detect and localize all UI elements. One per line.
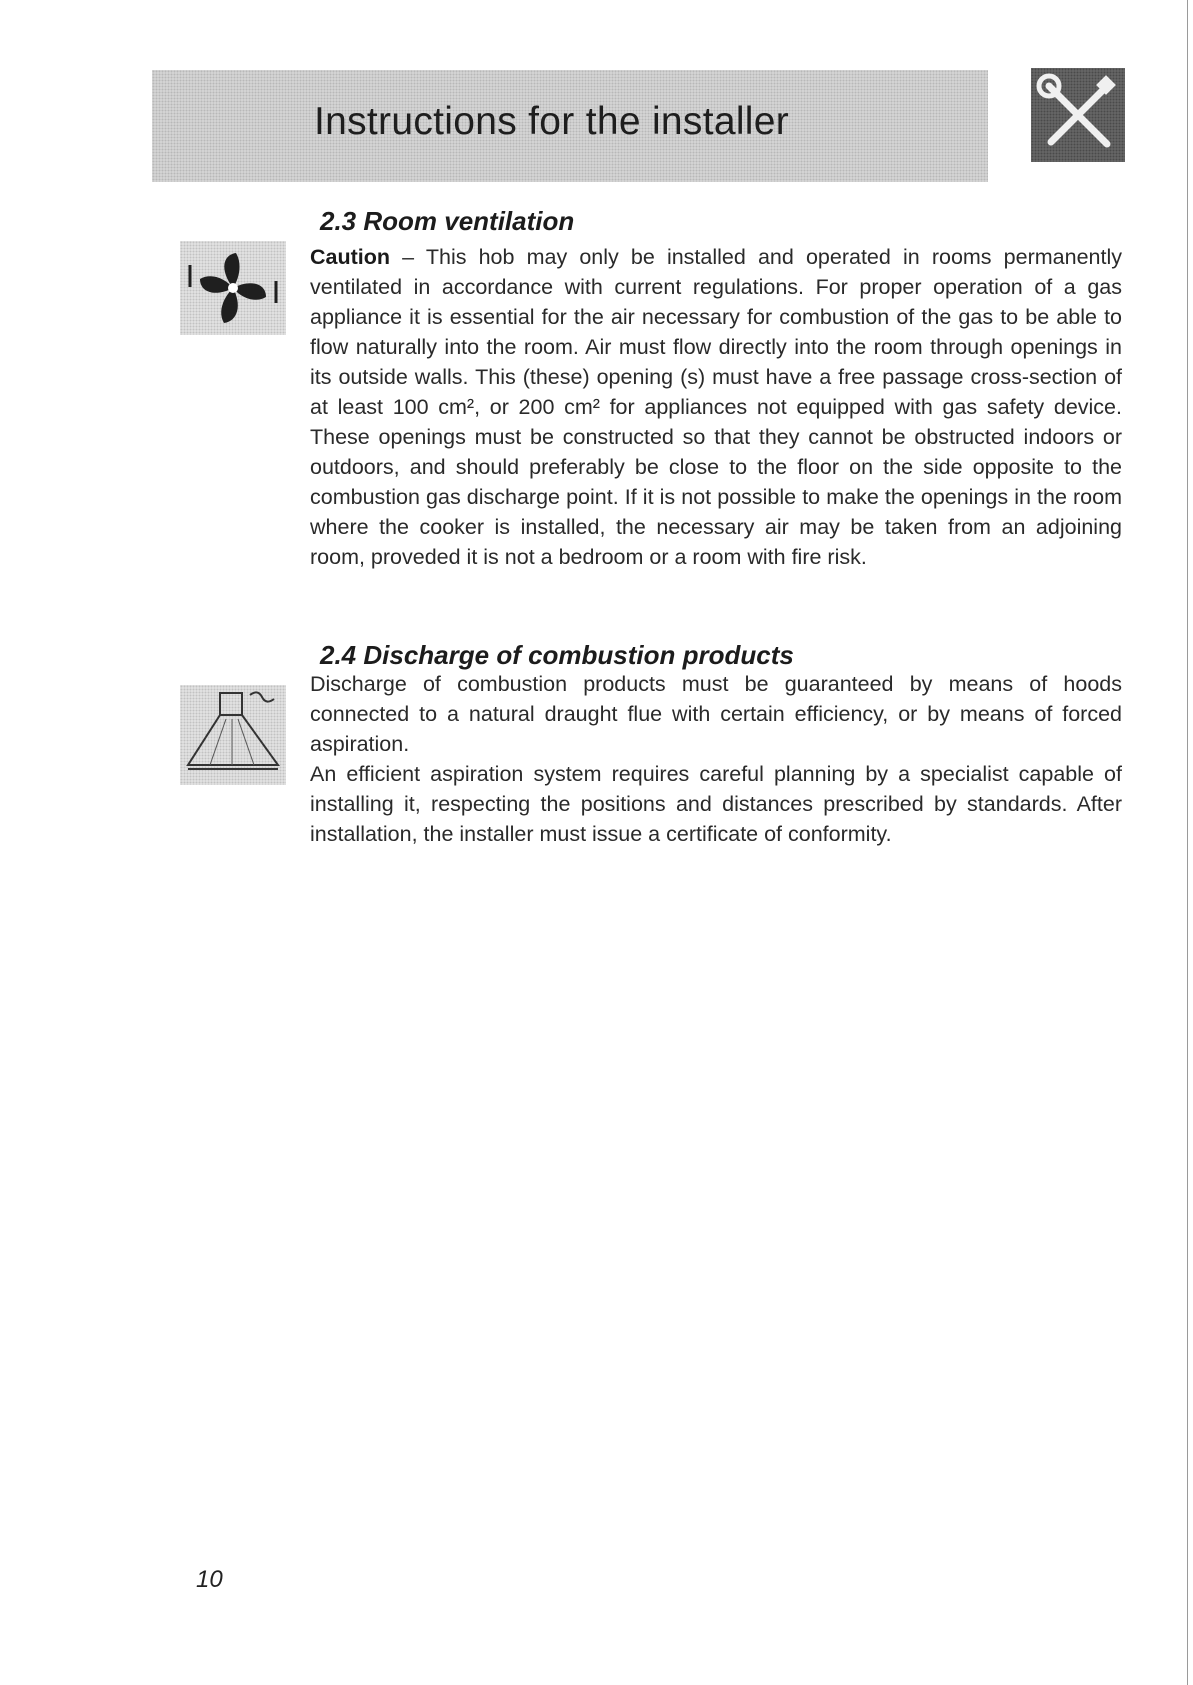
section-heading-room-ventilation: 2.3 Room ventilation	[320, 206, 575, 236]
section-heading-discharge: 2.4 Discharge of combustion products	[320, 640, 794, 670]
page-title: Instructions for the installer	[314, 100, 790, 143]
room-ventilation-paragraph	[310, 242, 1122, 572]
ventilation-fan-icon	[180, 241, 286, 335]
cooker-hood-icon	[180, 685, 286, 785]
room-ventilation-text: – This hob may only be installed and operated in rooms permanently ventilated in accordance with current regulations. For proper operation of a gas appliance it is essential for the air necessary for combustion of the gas to be able to flow naturally into the room. Air must flow directly into the room through openings in its outside walls. This (these) opening (s) must have a free passage cross-section of at least 100 cm², or 200 cm² for appliances not equipped with gas safety device. These openings must be constructed so that they cannot be obstructed indoors or outdoors, and should preferably be close to the floor on the side opposite to the combustion gas discharge point. If it is not possible to make the openings in the room where the cooker is installed, the necessary air may be taken from an adjoining room, proveded it is not a bedroom or a room with fire risk.	[310, 245, 1122, 569]
discharge-paragraph-2: An efficient aspiration system requires careful planning by a specialist capable of installing it, respecting the positions and distances prescribed by standards. After installation, the installer must issue a certificate of conformity.	[310, 762, 1122, 846]
tools-icon	[1031, 68, 1125, 162]
page-edge-rule	[1187, 0, 1188, 1685]
page-number: 10	[196, 1566, 223, 1593]
caution-label: Caution	[310, 245, 391, 269]
discharge-paragraph-1: Discharge of combustion products must be guaranteed by means of hoods connected to a natural draught flue with certain efficiency, or by means of forced aspiration.	[310, 672, 1122, 756]
